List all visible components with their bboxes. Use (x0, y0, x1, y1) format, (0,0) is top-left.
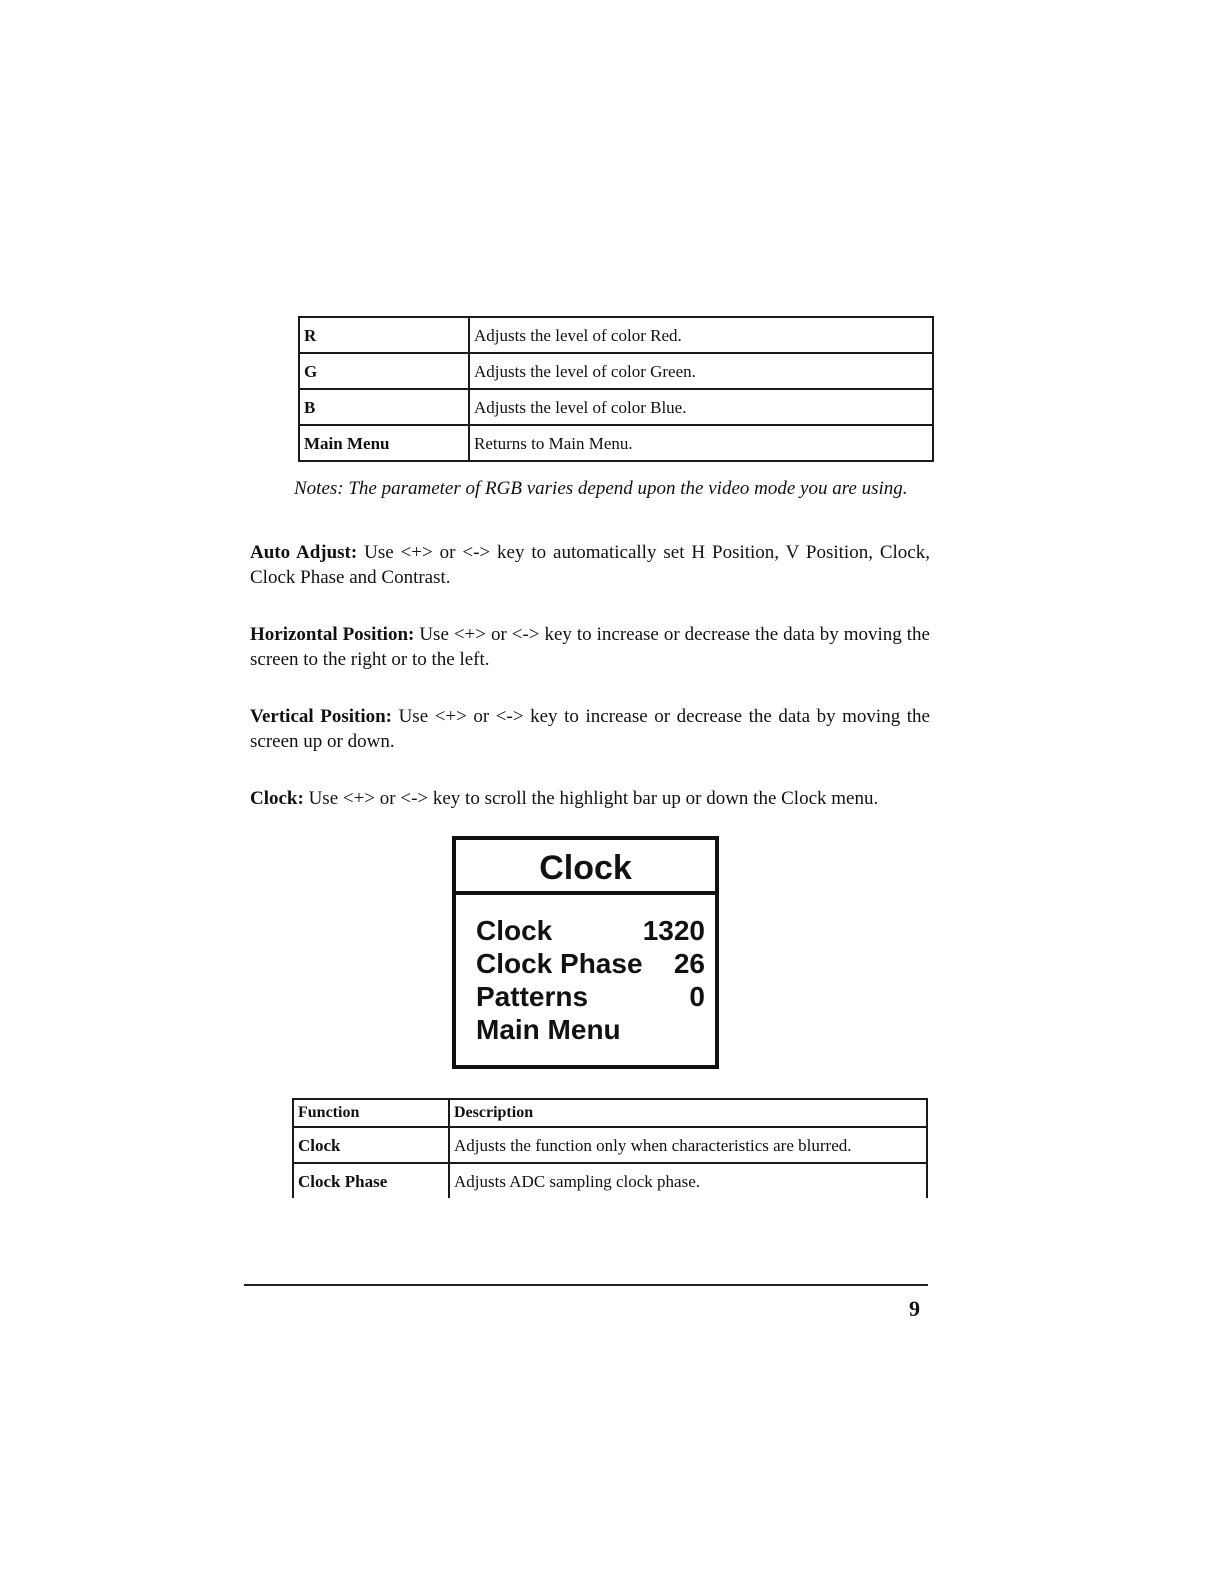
osd-item-value: 1320 (642, 915, 705, 946)
table-cell-desc: Returns to Main Menu. (469, 425, 933, 461)
paragraph-text: Use <+> or <-> key to increase or decrease the data by moving the screen up or down. (250, 706, 930, 752)
paragraph-lead: Clock: (250, 788, 304, 809)
paragraph-lead: Vertical Position: (250, 706, 393, 727)
footer-rule (244, 1284, 928, 1286)
auto-adjust-paragraph (250, 540, 930, 590)
page-number: 9 (909, 1296, 920, 1321)
table-cell-key: Main Menu (299, 425, 469, 461)
table-header-row (293, 1099, 927, 1127)
osd-divider (456, 891, 715, 895)
osd-item-clock-phase (476, 947, 705, 981)
table-row (299, 317, 933, 353)
osd-item-clock (476, 914, 705, 948)
osd-item-label: Main Menu (476, 1014, 621, 1045)
rgb-notes: Notes: The parameter of RGB varies depend upon the video mode you are using. (294, 478, 908, 499)
paragraph-text: Use <+> or <-> key to scroll the highlight bar up or down the Clock menu. (303, 788, 879, 809)
column-header-description: Description (449, 1099, 927, 1127)
osd-item-label: Clock (476, 915, 553, 946)
table-row (299, 425, 933, 461)
rgb-settings-table (298, 316, 934, 462)
paragraph-lead: Auto Adjust: (250, 542, 358, 563)
osd-title: Clock (539, 849, 632, 887)
table-cell-desc: Adjusts ADC sampling clock phase. (449, 1163, 927, 1198)
table-cell-key: R (299, 317, 469, 353)
table-cell-desc: Adjusts the level of color Red. (469, 317, 933, 353)
table-cell-desc: Adjusts the level of color Blue. (469, 389, 933, 425)
osd-item-main-menu (476, 1013, 705, 1047)
clock-osd-menu (452, 836, 719, 1069)
paragraph-text: Use <+> or <-> key to automatically set H Position, V Position, Clock, Clock Phase and Contrast. (250, 542, 930, 588)
table-row (299, 389, 933, 425)
horizontal-position-paragraph (250, 622, 930, 672)
table-cell-key: Clock (293, 1127, 449, 1163)
table-cell-desc: Adjusts the level of color Green. (469, 353, 933, 389)
table-row (293, 1163, 927, 1198)
clock-function-table (292, 1098, 928, 1198)
table-cell-key: B (299, 389, 469, 425)
paragraph-lead: Horizontal Position: (250, 624, 415, 645)
osd-item-value: 0 (689, 981, 705, 1012)
table-row (293, 1127, 927, 1163)
osd-item-label: Clock Phase (476, 948, 643, 979)
osd-item-patterns (476, 980, 705, 1014)
table-cell-desc: Adjusts the function only when characteristics are blurred. (449, 1127, 927, 1163)
paragraph-text: Use <+> or <-> key to increase or decrease the data by moving the screen to the right or to the left. (250, 624, 930, 670)
table-cell-key: Clock Phase (293, 1163, 449, 1198)
vertical-position-paragraph (250, 704, 930, 754)
osd-item-label: Patterns (476, 981, 589, 1012)
clock-paragraph (250, 786, 930, 811)
osd-item-value: 26 (673, 948, 705, 979)
column-header-function: Function (293, 1099, 449, 1127)
table-cell-key: G (299, 353, 469, 389)
table-row (299, 353, 933, 389)
